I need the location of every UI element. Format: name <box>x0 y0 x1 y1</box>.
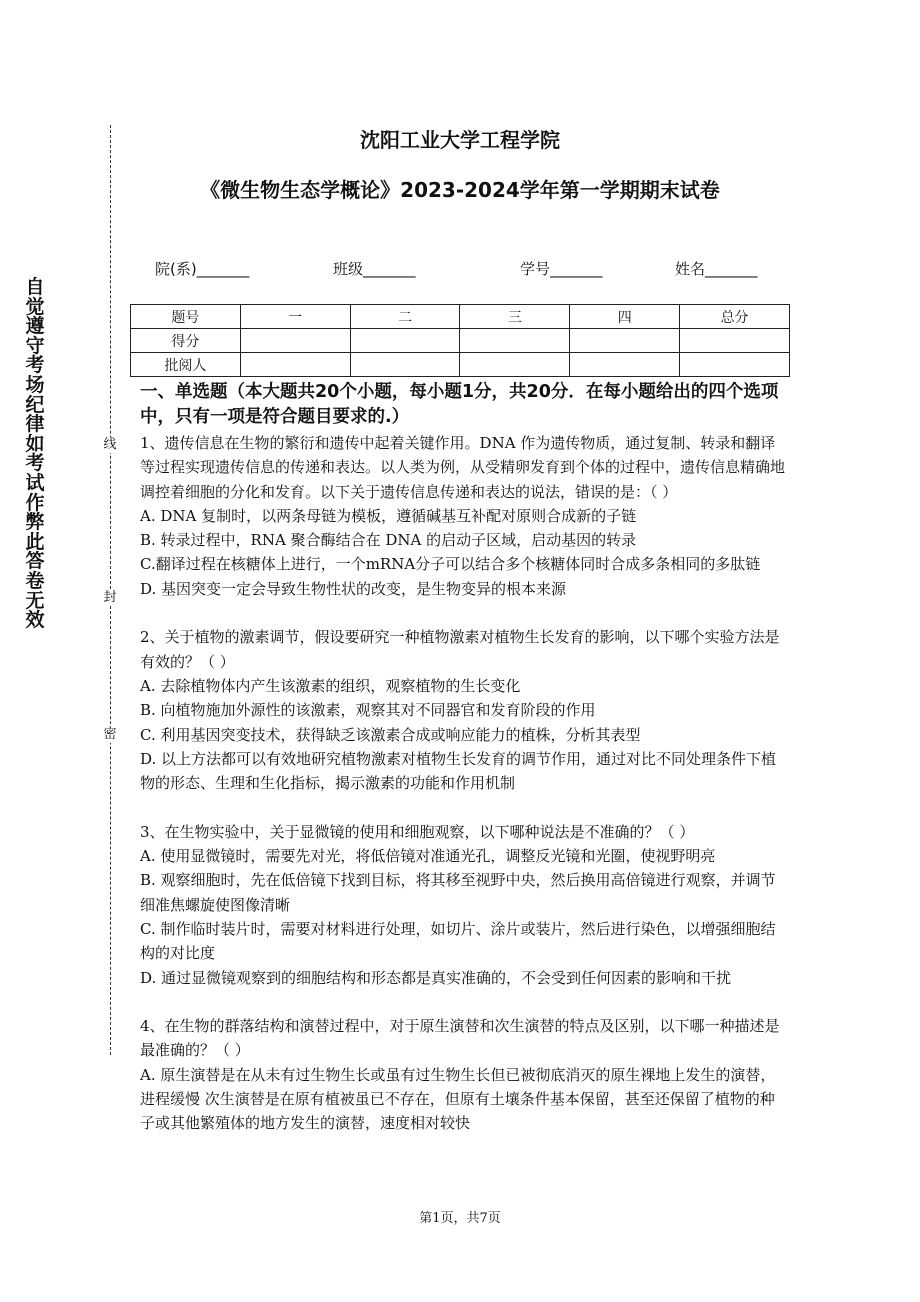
option: B. 向植物施加外源性的该激素，观察其对不同器官和发育阶段的作用 <box>140 701 596 720</box>
option: C.翻译过程在核糖体上进行，一个mRNA分子可以结合多个核糖体同时合成多条相同的多肽链 <box>140 555 761 574</box>
table-cell <box>460 329 570 353</box>
field-department: 院(系)_______ <box>155 260 250 278</box>
table-cell: 二 <box>350 305 460 329</box>
table-cell <box>460 353 570 377</box>
page-footer: 第1页，共7页 <box>419 1211 501 1226</box>
table-cell: 三 <box>460 305 570 329</box>
table-cell <box>680 329 790 353</box>
table-cell <box>570 329 680 353</box>
option: A. 使用显微镜时，需要先对光，将低倍镜对准通光孔，调整反光镜和光圈，使视野明亮 <box>140 847 716 866</box>
table-cell: 一 <box>240 305 350 329</box>
table-cell <box>350 353 460 377</box>
question-4 <box>140 1014 785 1135</box>
option: B. 观察细胞时，先在低倍镜下找到目标，将其移至视野中央，然后换用高倍镜进行观察，并调节细准焦螺旋使图像清晰 <box>140 871 776 914</box>
table-row <box>131 329 790 353</box>
option: A. DNA 复制时，以两条母链为模板，遵循碱基互补配对原则合成新的子链 <box>140 506 637 525</box>
seal-mark-mi: 密 <box>103 727 117 742</box>
table-cell <box>680 353 790 377</box>
table-cell: 总分 <box>680 305 790 329</box>
table-cell: 四 <box>570 305 680 329</box>
table-cell <box>350 329 460 353</box>
question-3 <box>140 820 785 990</box>
table-cell <box>240 353 350 377</box>
field-class: 班级_______ <box>333 260 416 278</box>
option: A. 原生演替是在从未有过生物生长或虽有过生物生长但已被彻底消灭的原生裸地上发生的演替，进程缓慢 次生演替是在原有植被虽已不存在，但原有土壤条件基本保留，甚至还保留了植物的种子或其他繁殖体的地方发生的演替，速度相对较快 <box>140 1065 776 1133</box>
option: A. 去除植物体内产生该激素的组织，观察植物的生长变化 <box>140 676 521 695</box>
field-student-id: 学号_______ <box>520 260 603 278</box>
field-name: 姓名_______ <box>675 260 758 278</box>
table-cell <box>240 329 350 353</box>
question-stem: 1、遗传信息在生物的繁衍和遗传中起着关键作用。DNA 作为遗传物质，通过复制、转录和翻译等过程实现遗传信息的传递和表达。以人类为例，从受精卵发育到个体的过程中，遗传信息精确地调控着细胞的分化和发育。以下关于遗传信息传递和表达的说法，错误的是：（ ） <box>140 434 786 501</box>
table-cell: 题号 <box>131 305 241 329</box>
question-stem: 4、在生物的群落结构和演替过程中，对于原生演替和次生演替的特点及区别，以下哪一种描述是最准确的？（ ） <box>140 1017 780 1060</box>
table-cell: 得分 <box>131 329 241 353</box>
option: D. 通过显微镜观察到的细胞结构和形态都是真实准确的，不会受到任何因素的影响和干扰 <box>140 968 732 987</box>
exam-title: 《微生物生态学概论》2023-2024学年第一学期期末试卷 <box>200 178 720 202</box>
section-title: 一、单选题（本大题共20个小题，每小题1分，共20分．在每小题给出的四个选项中，只有一项是符合题目要求的.） <box>140 382 779 427</box>
question-stem: 3、在生物实验中，关于显微镜的使用和细胞观察，以下哪种说法是不准确的？（ ） <box>140 822 695 841</box>
table-row <box>131 353 790 377</box>
option: C. 制作临时装片时，需要对材料进行处理，如切片、涂片或装片，然后进行染色，以增强细胞结构的对比度 <box>140 919 776 963</box>
seal-mark-xian: 线 <box>103 437 117 452</box>
seal-mark-feng: 封 <box>103 590 117 605</box>
exam-content <box>140 380 785 1136</box>
side-notice: 自觉遵守考场纪律如考试作弊此答卷无效 <box>25 276 45 632</box>
question-2 <box>140 625 785 795</box>
school-name: 沈阳工业大学工程学院 <box>360 128 560 152</box>
table-header-row <box>131 305 790 329</box>
option: B. 转录过程中，RNA 聚合酶结合在 DNA 的启动子区域，启动基因的转录 <box>140 531 637 550</box>
score-table <box>130 304 790 377</box>
question-1 <box>140 431 785 601</box>
question-stem: 2、关于植物的激素调节，假设要研究一种植物激素对植物生长发育的影响，以下哪个实验方法是有效的？（ ） <box>140 628 780 671</box>
option: C. 利用基因突变技术，获得缺乏该激素合成或响应能力的植株，分析其表型 <box>140 725 641 744</box>
option: D. 以上方法都可以有效地研究植物激素对植物生长发育的调节作用，通过对比不同处理条件下植物的形态、生理和生化指标，揭示激素的功能和作用机制 <box>140 749 777 793</box>
table-cell <box>570 353 680 377</box>
option: D. 基因突变一定会导致生物性状的改变，是生物变异的根本来源 <box>140 579 567 598</box>
table-cell: 批阅人 <box>131 353 241 377</box>
